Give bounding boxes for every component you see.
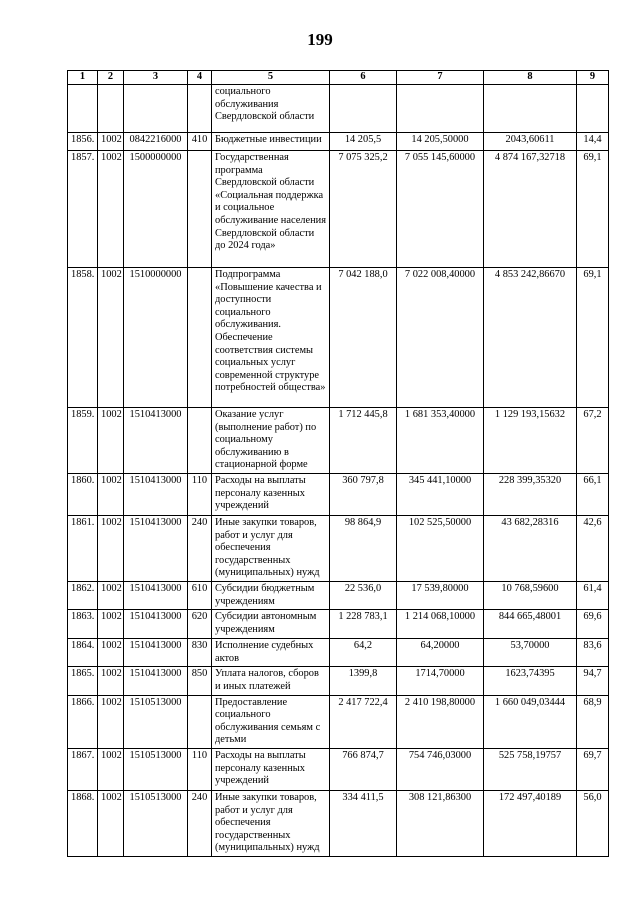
expense-type-code: 620 <box>188 610 212 639</box>
percent-col-9: 69,7 <box>577 748 609 790</box>
table-row <box>68 268 609 408</box>
amount-col-7: 64,20000 <box>397 639 484 667</box>
table-row <box>68 610 609 639</box>
target-article-code: 0842216000 <box>124 133 188 151</box>
table-row <box>68 581 609 609</box>
target-article-code: 1500000000 <box>124 151 188 268</box>
table-row <box>68 790 609 856</box>
percent-col-9: 69,6 <box>577 610 609 639</box>
table-row <box>68 133 609 151</box>
table-row <box>68 667 609 695</box>
expense-type-code: 240 <box>188 790 212 856</box>
row-number: 1859. <box>68 408 98 474</box>
expense-type-code <box>188 408 212 474</box>
section-code: 1002 <box>98 268 124 408</box>
amount-col-6: 1 228 783,1 <box>330 610 397 639</box>
row-number: 1864. <box>68 639 98 667</box>
amount-col-8: 1 129 193,15632 <box>484 408 577 474</box>
amount-col-8: 844 665,48001 <box>484 610 577 639</box>
header-row <box>68 71 609 85</box>
row-number: 1865. <box>68 667 98 695</box>
section-code <box>98 85 124 133</box>
row-number: 1862. <box>68 581 98 609</box>
amount-col-7 <box>397 85 484 133</box>
target-article-code: 1510413000 <box>124 473 188 515</box>
expense-type-code: 240 <box>188 515 212 581</box>
table-row <box>68 748 609 790</box>
amount-col-6: 334 411,5 <box>330 790 397 856</box>
percent-col-9: 69,1 <box>577 268 609 408</box>
amount-col-7: 1 681 353,40000 <box>397 408 484 474</box>
amount-col-7: 345 441,10000 <box>397 473 484 515</box>
item-name: Субсидии автономным учреждениям <box>212 610 330 639</box>
amount-col-7: 7 055 145,60000 <box>397 151 484 268</box>
budget-table <box>67 70 609 857</box>
section-code: 1002 <box>98 473 124 515</box>
table-row <box>68 639 609 667</box>
section-code: 1002 <box>98 790 124 856</box>
section-code: 1002 <box>98 610 124 639</box>
table-row <box>68 151 609 268</box>
table-row <box>68 473 609 515</box>
amount-col-6: 98 864,9 <box>330 515 397 581</box>
amount-col-8: 1 660 049,03444 <box>484 695 577 748</box>
amount-col-6: 2 417 722,4 <box>330 695 397 748</box>
column-header-5: 5 <box>212 71 330 85</box>
row-number: 1867. <box>68 748 98 790</box>
amount-col-7: 2 410 198,80000 <box>397 695 484 748</box>
item-name: Уплата налогов, сборов и иных платежей <box>212 667 330 695</box>
percent-col-9: 83,6 <box>577 639 609 667</box>
percent-col-9: 56,0 <box>577 790 609 856</box>
amount-col-7: 308 121,86300 <box>397 790 484 856</box>
expense-type-code <box>188 85 212 133</box>
item-name: Предоставление социального обслуживания семьям с детьми <box>212 695 330 748</box>
column-header-9: 9 <box>577 71 609 85</box>
section-code: 1002 <box>98 639 124 667</box>
percent-col-9: 94,7 <box>577 667 609 695</box>
percent-col-9: 42,6 <box>577 515 609 581</box>
item-name: Субсидии бюджетным учреждениям <box>212 581 330 609</box>
row-number: 1860. <box>68 473 98 515</box>
row-number: 1857. <box>68 151 98 268</box>
target-article-code: 1510513000 <box>124 790 188 856</box>
section-code: 1002 <box>98 151 124 268</box>
column-header-6: 6 <box>330 71 397 85</box>
percent-col-9: 67,2 <box>577 408 609 474</box>
expense-type-code: 110 <box>188 748 212 790</box>
percent-col-9: 61,4 <box>577 581 609 609</box>
amount-col-7: 1714,70000 <box>397 667 484 695</box>
amount-col-7: 14 205,50000 <box>397 133 484 151</box>
section-code: 1002 <box>98 667 124 695</box>
target-article-code: 1510513000 <box>124 748 188 790</box>
item-name: социального обслуживания Свердловской области <box>212 85 330 133</box>
percent-col-9: 66,1 <box>577 473 609 515</box>
section-code: 1002 <box>98 133 124 151</box>
item-name: Государственная программа Свердловской области «Социальная поддержка и социальное обслуживание населения Свердловской области до 2024 года» <box>212 151 330 268</box>
amount-col-8: 228 399,35320 <box>484 473 577 515</box>
amount-col-6 <box>330 85 397 133</box>
row-number: 1866. <box>68 695 98 748</box>
amount-col-8: 4 853 242,86670 <box>484 268 577 408</box>
amount-col-8: 525 758,19757 <box>484 748 577 790</box>
expense-type-code: 410 <box>188 133 212 151</box>
amount-col-7: 102 525,50000 <box>397 515 484 581</box>
item-name: Оказание услуг (выполнение работ) по социальному обслуживанию в стационарной форме <box>212 408 330 474</box>
amount-col-8: 43 682,28316 <box>484 515 577 581</box>
amount-col-7: 1 214 068,10000 <box>397 610 484 639</box>
row-number: 1863. <box>68 610 98 639</box>
amount-col-6: 7 042 188,0 <box>330 268 397 408</box>
amount-col-8: 53,70000 <box>484 639 577 667</box>
table-row <box>68 85 609 133</box>
target-article-code: 1510413000 <box>124 639 188 667</box>
row-number <box>68 85 98 133</box>
column-header-8: 8 <box>484 71 577 85</box>
item-name: Подпрограмма «Повышение качества и доступности социального обслуживания. Обеспечение соответствия системы социальных услуг современной структуре потребностей общества» <box>212 268 330 408</box>
row-number: 1856. <box>68 133 98 151</box>
amount-col-8: 1623,74395 <box>484 667 577 695</box>
item-name: Исполнение судебных актов <box>212 639 330 667</box>
amount-col-7: 7 022 008,40000 <box>397 268 484 408</box>
amount-col-6: 64,2 <box>330 639 397 667</box>
amount-col-8: 172 497,40189 <box>484 790 577 856</box>
section-code: 1002 <box>98 581 124 609</box>
expense-type-code <box>188 268 212 408</box>
item-name: Иные закупки товаров, работ и услуг для обеспечения государственных (муниципальных) нужд <box>212 790 330 856</box>
row-number: 1861. <box>68 515 98 581</box>
column-header-4: 4 <box>188 71 212 85</box>
column-header-1: 1 <box>68 71 98 85</box>
percent-col-9 <box>577 85 609 133</box>
target-article-code: 1510413000 <box>124 610 188 639</box>
percent-col-9: 68,9 <box>577 695 609 748</box>
column-header-3: 3 <box>124 71 188 85</box>
section-code: 1002 <box>98 695 124 748</box>
amount-col-7: 754 746,03000 <box>397 748 484 790</box>
item-name: Расходы на выплаты персоналу казенных учреждений <box>212 473 330 515</box>
section-code: 1002 <box>98 408 124 474</box>
item-name: Расходы на выплаты персоналу казенных учреждений <box>212 748 330 790</box>
item-name: Иные закупки товаров, работ и услуг для обеспечения государственных (муниципальных) нужд <box>212 515 330 581</box>
amount-col-6: 1399,8 <box>330 667 397 695</box>
amount-col-6: 360 797,8 <box>330 473 397 515</box>
expense-type-code <box>188 695 212 748</box>
amount-col-8: 10 768,59600 <box>484 581 577 609</box>
row-number: 1858. <box>68 268 98 408</box>
table-row <box>68 695 609 748</box>
amount-col-6: 1 712 445,8 <box>330 408 397 474</box>
target-article-code: 1510413000 <box>124 667 188 695</box>
column-header-2: 2 <box>98 71 124 85</box>
percent-col-9: 14,4 <box>577 133 609 151</box>
column-header-7: 7 <box>397 71 484 85</box>
target-article-code: 1510000000 <box>124 268 188 408</box>
amount-col-8 <box>484 85 577 133</box>
target-article-code: 1510413000 <box>124 408 188 474</box>
amount-col-6: 22 536,0 <box>330 581 397 609</box>
expense-type-code: 110 <box>188 473 212 515</box>
section-code: 1002 <box>98 515 124 581</box>
table-body <box>68 85 609 857</box>
table-row <box>68 408 609 474</box>
amount-col-6: 14 205,5 <box>330 133 397 151</box>
amount-col-6: 766 874,7 <box>330 748 397 790</box>
row-number: 1868. <box>68 790 98 856</box>
page-number: 199 <box>307 30 333 49</box>
section-code: 1002 <box>98 748 124 790</box>
expense-type-code: 610 <box>188 581 212 609</box>
amount-col-8: 4 874 167,32718 <box>484 151 577 268</box>
expense-type-code: 850 <box>188 667 212 695</box>
target-article-code <box>124 85 188 133</box>
amount-col-7: 17 539,80000 <box>397 581 484 609</box>
expense-type-code <box>188 151 212 268</box>
table-row <box>68 515 609 581</box>
target-article-code: 1510513000 <box>124 695 188 748</box>
percent-col-9: 69,1 <box>577 151 609 268</box>
amount-col-6: 7 075 325,2 <box>330 151 397 268</box>
item-name: Бюджетные инвестиции <box>212 133 330 151</box>
target-article-code: 1510413000 <box>124 581 188 609</box>
expense-type-code: 830 <box>188 639 212 667</box>
target-article-code: 1510413000 <box>124 515 188 581</box>
amount-col-8: 2043,60611 <box>484 133 577 151</box>
